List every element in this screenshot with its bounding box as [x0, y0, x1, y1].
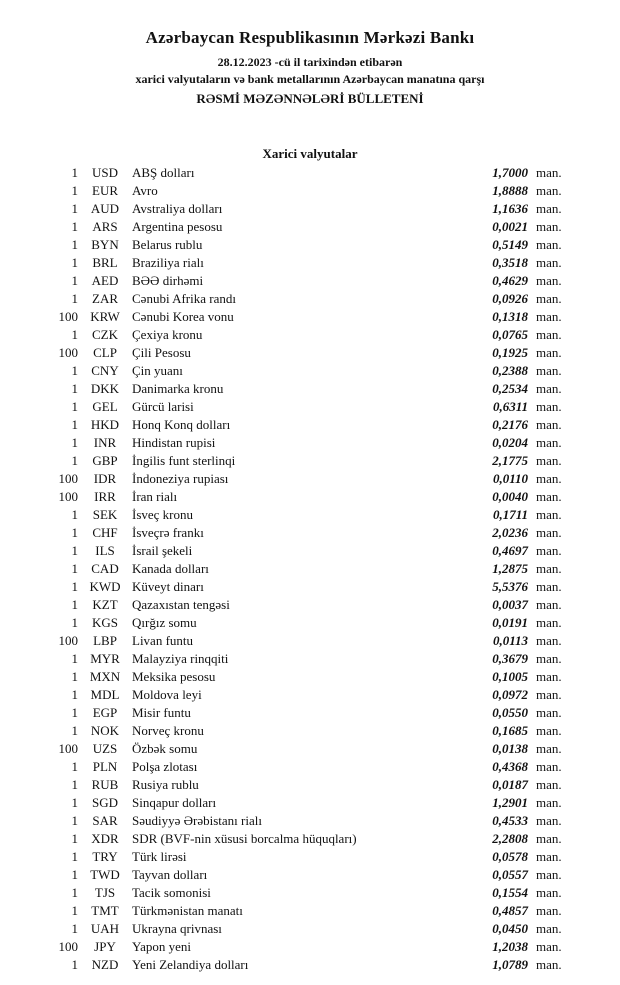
currency-name-cell: Tacik somonisi — [132, 885, 211, 900]
bulletin-header — [44, 28, 576, 108]
currency-name-cell: Danimarka kronu — [132, 381, 224, 396]
currency-code-cell: JPY — [94, 939, 116, 954]
currency-name-cell: Türkmənistan manatı — [132, 903, 243, 918]
currency-code-cell: PLN — [92, 759, 118, 774]
rate-cell: 0,0450 — [492, 921, 528, 936]
table-row — [44, 470, 576, 488]
currency-code-cell: TMT — [91, 903, 119, 918]
unit-cell: man. — [536, 849, 562, 864]
unit-cell: man. — [536, 273, 562, 288]
currency-code-cell: CHF — [92, 525, 118, 540]
table-row — [44, 182, 576, 200]
table-row — [44, 920, 576, 938]
currency-code-cell: TJS — [94, 885, 116, 900]
quantity-cell: 1 — [71, 831, 78, 846]
currency-name-cell: Səudiyyə Ərəbistanı rialı — [132, 813, 262, 828]
unit-cell: man. — [536, 471, 562, 486]
currency-code-cell: BYN — [91, 237, 119, 252]
quantity-cell: 1 — [71, 561, 78, 576]
unit-cell: man. — [536, 597, 562, 612]
table-row — [44, 308, 576, 326]
currency-code-cell: KRW — [90, 309, 120, 324]
currency-code-cell: CAD — [91, 561, 119, 576]
quantity-cell: 1 — [71, 435, 78, 450]
currency-code-cell: IDR — [93, 471, 117, 486]
table-row — [44, 830, 576, 848]
rate-cell: 0,0550 — [492, 705, 528, 720]
rate-cell: 1,2875 — [492, 561, 528, 576]
rate-cell: 0,2388 — [492, 363, 528, 378]
unit-cell: man. — [536, 525, 562, 540]
unit-cell: man. — [536, 507, 562, 522]
currency-name-cell: Sinqapur dolları — [132, 795, 217, 810]
quantity-cell: 1 — [71, 669, 78, 684]
quantity-cell: 1 — [71, 363, 78, 378]
currency-name-cell: Kanada dolları — [132, 561, 209, 576]
currency-name-cell: Cənubi Korea vonu — [132, 309, 234, 324]
currency-code-cell: RUB — [91, 777, 119, 792]
rate-cell: 0,0765 — [492, 327, 528, 342]
table-row — [44, 740, 576, 758]
currency-name-cell: Livan funtu — [132, 633, 194, 648]
rate-cell: 0,0972 — [492, 687, 528, 702]
currency-name-cell: ABŞ dolları — [132, 165, 195, 180]
currency-code-cell: HKD — [90, 417, 120, 432]
quantity-cell: 1 — [71, 291, 78, 306]
currency-code-cell: CZK — [92, 327, 118, 342]
rate-cell: 0,4368 — [492, 759, 528, 774]
currency-code-cell: LBP — [93, 633, 117, 648]
rate-cell: 0,2534 — [492, 381, 528, 396]
currency-code-cell: IRR — [94, 489, 116, 504]
table-row — [44, 866, 576, 884]
table-row — [44, 884, 576, 902]
currency-name-cell: İndoneziya rupiası — [132, 471, 229, 486]
currency-code-cell: MYR — [90, 651, 120, 666]
rate-cell: 2,1775 — [492, 453, 528, 468]
unit-cell: man. — [536, 183, 562, 198]
currency-name-cell: İsrail şekeli — [132, 543, 193, 558]
unit-cell: man. — [536, 957, 562, 972]
currency-name-cell: İsveç kronu — [132, 507, 194, 522]
quantity-cell: 1 — [71, 255, 78, 270]
quantity-cell: 1 — [71, 165, 78, 180]
table-row — [44, 326, 576, 344]
currency-code-cell: BRL — [92, 255, 118, 270]
currency-code-cell: USD — [91, 165, 118, 180]
unit-cell: man. — [536, 777, 562, 792]
currency-name-cell: İran rialı — [132, 489, 178, 504]
table-row — [44, 506, 576, 524]
quantity-cell: 1 — [71, 903, 78, 918]
quantity-cell: 100 — [58, 309, 78, 324]
table-row — [44, 434, 576, 452]
rate-cell: 0,0578 — [492, 849, 528, 864]
currency-name-cell: Avstraliya dolları — [132, 201, 223, 216]
table-row — [44, 758, 576, 776]
rate-cell: 1,2901 — [492, 795, 528, 810]
currency-name-cell: Türk lirəsi — [132, 849, 187, 864]
section-title: Xarici valyutalar — [262, 146, 358, 161]
table-row — [44, 362, 576, 380]
unit-cell: man. — [536, 309, 562, 324]
table-row — [44, 812, 576, 830]
bulletin-title: RƏSMİ MƏZƏNNƏLƏRİ BÜLLETENİ — [196, 91, 424, 106]
currency-code-cell: NOK — [90, 723, 120, 738]
quantity-cell: 100 — [58, 939, 78, 954]
rate-cell: 1,2038 — [492, 939, 528, 954]
rate-cell: 0,0191 — [492, 615, 528, 630]
currency-name-cell: Meksika pesosu — [132, 669, 216, 684]
rate-cell: 0,2176 — [492, 417, 528, 432]
rate-cell: 0,4533 — [492, 813, 528, 828]
unit-cell: man. — [536, 417, 562, 432]
table-row — [44, 776, 576, 794]
description-line: xarici valyutaların və bank metallarının Azərbaycan manatına qarşı — [135, 72, 485, 86]
unit-cell: man. — [536, 255, 562, 270]
rate-cell: 2,0236 — [492, 525, 528, 540]
unit-cell: man. — [536, 291, 562, 306]
unit-cell: man. — [536, 633, 562, 648]
unit-cell: man. — [536, 453, 562, 468]
rate-cell: 0,4697 — [492, 543, 528, 558]
unit-cell: man. — [536, 705, 562, 720]
quantity-cell: 1 — [71, 543, 78, 558]
table-row — [44, 668, 576, 686]
quantity-cell: 100 — [58, 633, 78, 648]
rate-cell: 1,1636 — [492, 201, 528, 216]
table-row — [44, 938, 576, 956]
quantity-cell: 1 — [71, 183, 78, 198]
currency-name-cell: Gürcü larisi — [132, 399, 194, 414]
quantity-cell: 1 — [71, 921, 78, 936]
currency-name-cell: Avro — [132, 183, 158, 198]
table-row — [44, 902, 576, 920]
currency-name-cell: BƏƏ dirhəmi — [132, 273, 204, 288]
rate-cell: 0,1711 — [492, 507, 528, 522]
currency-code-cell: TRY — [92, 849, 118, 864]
table-row — [44, 560, 576, 578]
unit-cell: man. — [536, 561, 562, 576]
currency-name-cell: Norveç kronu — [132, 723, 204, 738]
quantity-cell: 1 — [71, 597, 78, 612]
unit-cell: man. — [536, 831, 562, 846]
rate-cell: 5,5376 — [492, 579, 528, 594]
currency-name-cell: Rusiya rublu — [132, 777, 199, 792]
rate-cell: 0,1554 — [492, 885, 528, 900]
table-row — [44, 956, 576, 974]
quantity-cell: 1 — [71, 885, 78, 900]
table-row — [44, 488, 576, 506]
rate-cell: 0,1925 — [492, 345, 528, 360]
table-row — [44, 794, 576, 812]
unit-cell: man. — [536, 687, 562, 702]
currency-code-cell: UZS — [92, 741, 118, 756]
table-row — [44, 596, 576, 614]
rate-cell: 0,0187 — [492, 777, 528, 792]
quantity-cell: 1 — [71, 849, 78, 864]
unit-cell: man. — [536, 381, 562, 396]
table-row — [44, 704, 576, 722]
currency-code-cell: GBP — [92, 453, 118, 468]
currency-name-cell: Özbək somu — [132, 741, 198, 756]
rate-cell: 0,0113 — [492, 633, 528, 648]
table-row — [44, 614, 576, 632]
unit-cell: man. — [536, 903, 562, 918]
table-row — [44, 578, 576, 596]
quantity-cell: 1 — [71, 507, 78, 522]
currency-name-cell: Moldova leyi — [132, 687, 202, 702]
table-row — [44, 524, 576, 542]
currency-name-cell: Cənubi Afrika randı — [132, 291, 236, 306]
table-row — [44, 398, 576, 416]
currency-code-cell: XDR — [91, 831, 119, 846]
quantity-cell: 1 — [71, 237, 78, 252]
currency-name-cell: SDR (BVF-nin xüsusi borcalma hüquqları) — [132, 831, 357, 846]
quantity-cell: 1 — [71, 273, 78, 288]
currency-table — [44, 164, 576, 974]
quantity-cell: 1 — [71, 795, 78, 810]
unit-cell: man. — [536, 813, 562, 828]
rate-cell: 0,4629 — [492, 273, 528, 288]
unit-cell: man. — [536, 363, 562, 378]
currency-code-cell: EUR — [92, 183, 118, 198]
currency-code-cell: EGP — [92, 705, 118, 720]
currency-name-cell: Honq Konq dolları — [132, 417, 231, 432]
unit-cell: man. — [536, 867, 562, 882]
rate-cell: 0,3518 — [492, 255, 528, 270]
table-row — [44, 344, 576, 362]
quantity-cell: 1 — [71, 705, 78, 720]
rate-cell: 1,7000 — [492, 165, 528, 180]
unit-cell: man. — [536, 345, 562, 360]
table-row — [44, 632, 576, 650]
quantity-cell: 1 — [71, 417, 78, 432]
quantity-cell: 1 — [71, 759, 78, 774]
currency-name-cell: Tayvan dolları — [132, 867, 208, 882]
quantity-cell: 1 — [71, 651, 78, 666]
currency-code-cell: SGD — [91, 795, 118, 810]
rate-cell: 0,0926 — [492, 291, 528, 306]
currency-code-cell: SAR — [92, 813, 118, 828]
rate-cell: 1,0789 — [492, 957, 528, 972]
unit-cell: man. — [536, 651, 562, 666]
quantity-cell: 1 — [71, 525, 78, 540]
unit-cell: man. — [536, 723, 562, 738]
rate-cell: 0,5149 — [492, 237, 528, 252]
unit-cell: man. — [536, 921, 562, 936]
currency-code-cell: ZAR — [92, 291, 118, 306]
unit-cell: man. — [536, 885, 562, 900]
currency-code-cell: ILS — [95, 543, 115, 558]
currency-code-cell: CLP — [93, 345, 117, 360]
unit-cell: man. — [536, 669, 562, 684]
table-row — [44, 272, 576, 290]
rate-cell: 0,6311 — [492, 399, 528, 414]
currency-name-cell: Yapon yeni — [132, 939, 191, 954]
rate-cell: 0,0204 — [492, 435, 528, 450]
rate-cell: 0,0037 — [492, 597, 528, 612]
quantity-cell: 1 — [71, 777, 78, 792]
table-row — [44, 254, 576, 272]
currency-name-cell: Küveyt dinarı — [132, 579, 204, 594]
unit-cell: man. — [536, 201, 562, 216]
quantity-cell: 1 — [71, 453, 78, 468]
unit-cell: man. — [536, 741, 562, 756]
currency-name-cell: İngilis funt sterlinqi — [132, 453, 236, 468]
table-row — [44, 848, 576, 866]
table-row — [44, 686, 576, 704]
currency-name-cell: Qazaxıstan tengəsi — [132, 597, 230, 612]
table-row — [44, 416, 576, 434]
currency-code-cell: KGS — [91, 615, 118, 630]
date-line: 28.12.2023 -cü il tarixindən etibarən — [217, 55, 403, 69]
currency-code-cell: ARS — [92, 219, 118, 234]
unit-cell: man. — [536, 237, 562, 252]
rate-cell: 0,3679 — [492, 651, 528, 666]
quantity-cell: 1 — [71, 615, 78, 630]
currency-name-cell: Ukrayna qrivnası — [132, 921, 222, 936]
table-row — [44, 650, 576, 668]
currency-name-cell: Polşa zlotası — [132, 759, 198, 774]
rate-cell: 0,1318 — [492, 309, 528, 324]
currency-code-cell: KZT — [92, 597, 118, 612]
unit-cell: man. — [536, 579, 562, 594]
currency-name-cell: Qırğız somu — [132, 615, 197, 630]
currency-name-cell: Malayziya rinqqiti — [132, 651, 229, 666]
table-row — [44, 380, 576, 398]
quantity-cell: 100 — [58, 741, 78, 756]
table-row — [44, 164, 576, 182]
quantity-cell: 1 — [71, 957, 78, 972]
table-row — [44, 218, 576, 236]
rate-cell: 2,2808 — [492, 831, 528, 846]
unit-cell: man. — [536, 219, 562, 234]
quantity-cell: 100 — [58, 489, 78, 504]
quantity-cell: 1 — [71, 381, 78, 396]
quantity-cell: 1 — [71, 579, 78, 594]
currency-name-cell: Misir funtu — [132, 705, 191, 720]
currency-code-cell: KWD — [89, 579, 121, 594]
currency-code-cell: UAH — [90, 921, 120, 936]
currency-code-cell: TWD — [90, 867, 120, 882]
rate-cell: 0,1685 — [492, 723, 528, 738]
unit-cell: man. — [536, 399, 562, 414]
currency-name-cell: Çexiya kronu — [132, 327, 203, 342]
table-row — [44, 236, 576, 254]
unit-cell: man. — [536, 489, 562, 504]
rate-cell: 0,0110 — [492, 471, 528, 486]
table-row — [44, 290, 576, 308]
currency-code-cell: INR — [93, 435, 117, 450]
unit-cell: man. — [536, 327, 562, 342]
unit-cell: man. — [536, 615, 562, 630]
table-row — [44, 200, 576, 218]
currency-code-cell: DKK — [90, 381, 120, 396]
currency-name-cell: Belarus rublu — [132, 237, 203, 252]
currency-code-cell: SEK — [92, 507, 118, 522]
quantity-cell: 1 — [71, 201, 78, 216]
currency-code-cell: NZD — [91, 957, 119, 972]
currency-name-cell: İsveçrə frankı — [132, 525, 204, 540]
quantity-cell: 1 — [71, 219, 78, 234]
unit-cell: man. — [536, 795, 562, 810]
quantity-cell: 1 — [71, 327, 78, 342]
rate-cell: 0,0021 — [492, 219, 528, 234]
currency-name-cell: Hindistan rupisi — [132, 435, 216, 450]
quantity-cell: 1 — [71, 867, 78, 882]
rate-cell: 0,0557 — [492, 867, 528, 882]
rate-cell: 0,0040 — [492, 489, 528, 504]
quantity-cell: 100 — [58, 345, 78, 360]
quantity-cell: 100 — [58, 471, 78, 486]
currency-code-cell: GEL — [92, 399, 118, 414]
currency-name-cell: Çili Pesosu — [132, 345, 191, 360]
currency-name-cell: Çin yuanı — [132, 363, 183, 378]
rate-cell: 0,0138 — [492, 741, 528, 756]
rate-cell: 0,1005 — [492, 669, 528, 684]
table-row — [44, 542, 576, 560]
currency-code-cell: MDL — [90, 687, 120, 702]
currency-name-cell: Argentina pesosu — [132, 219, 223, 234]
quantity-cell: 1 — [71, 723, 78, 738]
currency-code-cell: AED — [91, 273, 119, 288]
bank-title: Azərbaycan Respublikasının Mərkəzi Bankı — [145, 28, 475, 47]
table-row — [44, 722, 576, 740]
currency-name-cell: Yeni Zelandiya dolları — [132, 957, 249, 972]
currency-code-cell: MXN — [89, 669, 121, 684]
unit-cell: man. — [536, 759, 562, 774]
currency-code-cell: CNY — [91, 363, 119, 378]
table-row — [44, 452, 576, 470]
rate-cell: 0,4857 — [492, 903, 528, 918]
currency-code-cell: AUD — [90, 201, 120, 216]
quantity-cell: 1 — [71, 687, 78, 702]
rate-cell: 1,8888 — [492, 183, 528, 198]
currency-name-cell: Braziliya rialı — [132, 255, 204, 270]
unit-cell: man. — [536, 543, 562, 558]
unit-cell: man. — [536, 939, 562, 954]
quantity-cell: 1 — [71, 813, 78, 828]
quantity-cell: 1 — [71, 399, 78, 414]
unit-cell: man. — [536, 165, 562, 180]
unit-cell: man. — [536, 435, 562, 450]
